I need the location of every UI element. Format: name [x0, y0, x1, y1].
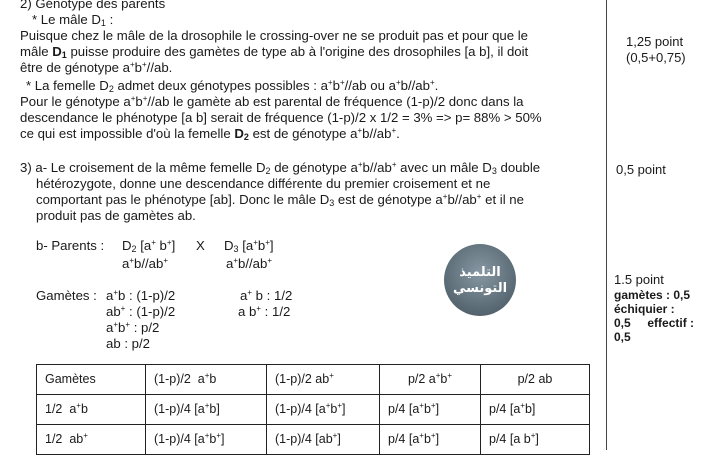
table-cell: (1-p)/4 [ab+]	[267, 425, 380, 455]
male-gamete-1: a+ b : 1/2	[240, 288, 293, 303]
score-2: 0,5 point	[616, 162, 666, 177]
parent2-phenotype: $D_3$ [a+b+]	[224, 238, 274, 254]
para1-line3: être de génotype a+b+//ab.	[20, 60, 173, 75]
table-header-cell: p/2 ab	[481, 365, 590, 395]
table-cell: (1-p)/4 [a+b+]	[146, 425, 267, 455]
male-gamete-2: a b+ : 1/2	[238, 304, 291, 319]
table-cell: (1-p)/4 [a+b+]	[267, 395, 380, 425]
table-header-cell: Gamètes	[37, 365, 146, 395]
table-header-cell: (1-p)/2 ab+	[267, 365, 380, 395]
table-header-cell: p/2 a+b+	[380, 365, 481, 395]
table-row	[37, 395, 590, 425]
watermark-line2: التونسي	[452, 280, 508, 295]
cross-symbol: X	[196, 238, 205, 253]
parent1-genotype: a+b//ab+	[122, 256, 169, 271]
watermark-line1: التلميذ	[459, 264, 501, 279]
female-gamete-2: ab+ : (1-p)/2	[106, 304, 176, 319]
watermark-logo	[444, 244, 516, 316]
score-3-line5: 0,5	[614, 330, 631, 344]
para2-line1: Pour le génotype a+b+//ab le gamète ab est parental de fréquence (1-p)/2 donc dans la	[20, 94, 524, 109]
part-a-line1: 3) a- Le croisement de la même femelle $D_2$ de génotype a+b//ab+ avec un mâle $D_3$ double	[20, 160, 541, 176]
table-cell: 1/2 ab+	[37, 425, 146, 455]
score-3-line2: gamètes : 0,5	[614, 288, 691, 302]
female-d2-heading: * La femelle $D_2$ admet deux génotypes possibles : a+b+//ab ou a+b//ab+.	[26, 78, 439, 94]
female-gamete-1: a+b : (1-p)/2	[106, 288, 176, 303]
table-header-cell: (1-p)/2 a+b	[146, 365, 267, 395]
table-header-row	[37, 365, 590, 395]
gametes-label: Gamètes :	[36, 288, 97, 303]
para2-line3: ce qui est impossible d'où la femelle $D_2$ est de génotype a+b//ab+.	[20, 126, 400, 142]
table-cell: p/4 [a b+]	[481, 425, 590, 455]
gamete-table	[36, 364, 590, 455]
section2-heading: 2) Génotype des parents	[20, 0, 166, 11]
table-cell: p/4 [a+b]	[481, 395, 590, 425]
table-cell: p/4 [a+b+]	[380, 425, 481, 455]
score-3-line3: échiquier :	[614, 302, 675, 316]
para1-line1: Puisque chez le mâle de la drosophile le crossing-over ne se produit pas et pour que le	[20, 28, 529, 43]
table-row	[37, 425, 590, 455]
female-gamete-3: a+b+ : p/2	[106, 320, 160, 335]
parents-label: b- Parents :	[36, 238, 105, 253]
part-a-line2: hétérozygote, donne une descendance différente du premier croisement et ne	[36, 176, 491, 191]
female-gamete-4: ab : p/2	[106, 336, 150, 351]
para2-line2: descendance le phénotype [a b] serait de fréquence (1-p)/2 x 1/2 = 3% => p= 88% > 50%	[20, 110, 542, 125]
score-column-divider	[606, 0, 607, 450]
part-a-line3: comportant pas le phénotype [ab]. Donc le mâle $D_3$ est de génotype a+b//ab+ et il ne	[36, 192, 524, 208]
score-3-line4: 0,5 effectif :	[614, 316, 695, 330]
score-1-line2: (0,5+0,75)	[626, 50, 686, 65]
table-cell: p/4 [a+b+]	[380, 395, 481, 425]
male-d1-heading: * Le mâle $D_1$ :	[32, 12, 114, 28]
para1-line2: mâle $D_1$ puisse produire des gamètes de type ab à l'origine des drosophiles [a b], il doit	[20, 44, 529, 60]
table-cell: 1/2 a+b	[37, 395, 146, 425]
part-a-line4: produit pas de gamètes ab.	[36, 208, 196, 223]
table-cell: (1-p)/4 [a+b]	[146, 395, 267, 425]
score-1-line1: 1,25 point	[626, 34, 684, 49]
parent2-genotype: a+b//ab+	[226, 256, 273, 271]
parent1-phenotype: $D_2$ [a+ b+]	[122, 238, 176, 254]
score-3-line1: 1.5 point	[614, 272, 664, 287]
